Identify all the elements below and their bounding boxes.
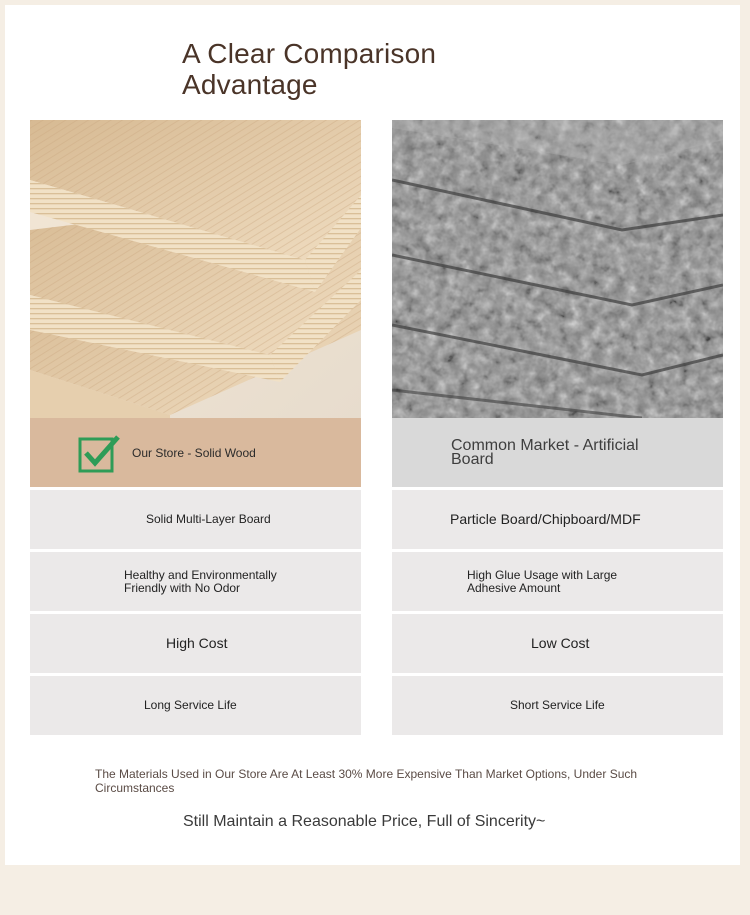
right-row-cost <box>392 614 723 673</box>
sincerity-statement: Still Maintain a Reasonable Price, Full of Sincerity~ <box>183 813 546 830</box>
left-row-label: Healthy and Environmentally Friendly with No Odor <box>124 567 277 595</box>
artificial-board-header <box>392 418 723 487</box>
right-row-material <box>392 490 723 549</box>
artificial-board-header-label: Common Market - Artificial Board <box>451 436 639 468</box>
page-title: A Clear Comparison Advantage <box>182 38 437 100</box>
checkmark-icon <box>78 433 122 473</box>
right-row-label: Short Service Life <box>510 698 605 712</box>
particle-board-photo <box>392 120 723 418</box>
left-row-cost <box>30 614 361 673</box>
left-row-material <box>30 490 361 549</box>
solid-wood-header-label: Our Store - Solid Wood <box>132 445 256 460</box>
right-row-label: High Glue Usage with Large Adhesive Amount <box>467 567 618 595</box>
solid-wood-header <box>30 418 361 487</box>
left-row-label: Solid Multi-Layer Board <box>146 512 271 526</box>
artificial-board-column <box>392 120 723 735</box>
left-row-health <box>30 552 361 611</box>
left-row-label: High Cost <box>166 635 228 651</box>
solid-wood-column <box>30 120 361 735</box>
solid-wood-photo <box>30 120 361 418</box>
left-row-label: Long Service Life <box>144 698 237 712</box>
right-row-label: Particle Board/Chipboard/MDF <box>450 511 641 527</box>
right-row-glue <box>392 552 723 611</box>
left-row-lifespan <box>30 676 361 735</box>
comparison-card <box>5 5 740 865</box>
price-note: The Materials Used in Our Store Are At Least 30% More Expensive Than Market Options, Under Such Circumstances <box>95 767 638 795</box>
right-row-label: Low Cost <box>531 635 590 651</box>
right-row-lifespan <box>392 676 723 735</box>
